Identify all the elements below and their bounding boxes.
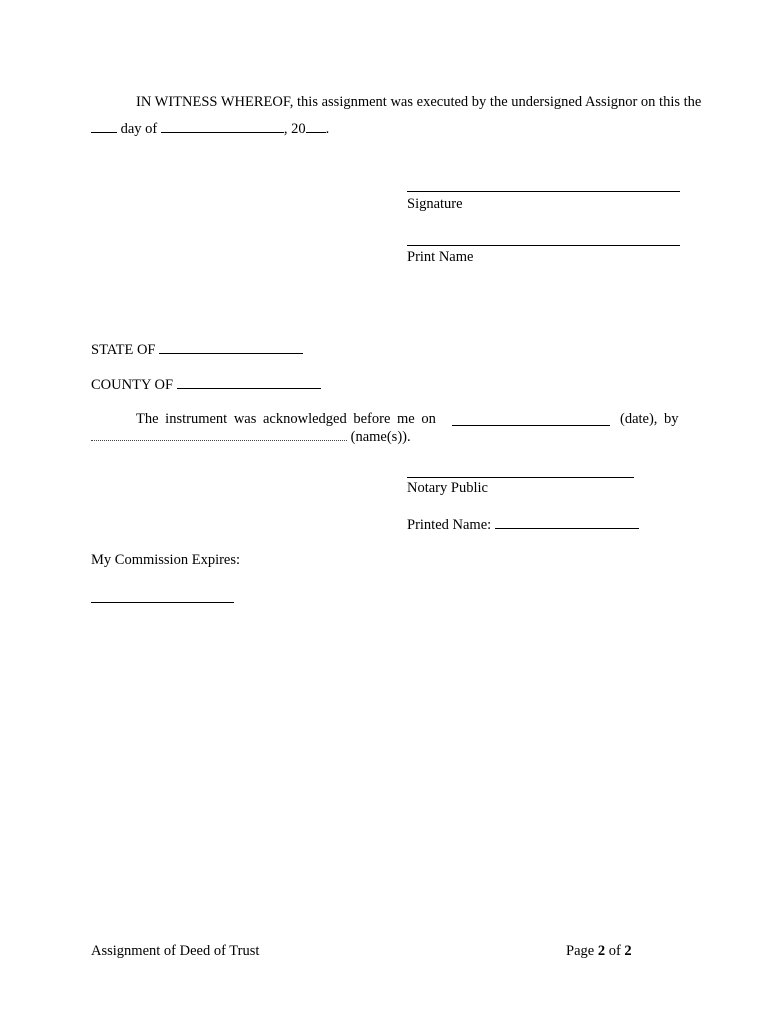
date-by-label: (date), by <box>620 411 679 427</box>
commission-expires-label: My Commission Expires: <box>91 552 241 568</box>
year-suffix: . <box>325 121 330 137</box>
printed-name-label: Printed Name: <box>407 517 492 533</box>
page-of: of <box>608 943 621 959</box>
signature-label: Signature <box>407 196 463 212</box>
county-blank[interactable] <box>177 376 321 389</box>
month-blank[interactable] <box>161 120 284 133</box>
footer-page-number <box>566 943 632 960</box>
page-total: 2 <box>624 943 632 959</box>
signature-line[interactable] <box>407 191 680 192</box>
footer-title: Assignment of Deed of Trust <box>91 943 260 959</box>
witness-paragraph-line2 <box>91 120 329 138</box>
day-of-label: day of <box>120 121 158 137</box>
year-blank[interactable] <box>306 120 326 133</box>
county-of-row <box>91 376 321 394</box>
commission-expires-line[interactable] <box>91 602 234 603</box>
state-blank[interactable] <box>159 341 303 354</box>
printed-name-blank[interactable] <box>495 516 639 529</box>
acknowledgment-text: The instrument was acknowledged before me on <box>136 411 436 427</box>
names-blank[interactable] <box>91 428 347 441</box>
notary-public-label: Notary Public <box>407 480 488 496</box>
state-of-row <box>91 341 303 359</box>
page-current: 2 <box>597 943 606 959</box>
witness-paragraph-line1: IN WITNESS WHEREOF, this assignment was executed by the undersigned Assignor on this the <box>136 94 702 110</box>
notary-signature-line[interactable] <box>407 477 634 478</box>
page-word: Page <box>566 943 595 959</box>
names-label: (name(s)). <box>350 429 411 445</box>
print-name-label: Print Name <box>407 249 474 265</box>
year-prefix: , 20 <box>283 121 306 137</box>
state-of-label: STATE OF <box>91 342 156 358</box>
names-row <box>91 428 411 446</box>
print-name-line[interactable] <box>407 245 680 246</box>
day-blank[interactable] <box>91 120 117 133</box>
ack-date-blank[interactable] <box>452 425 610 426</box>
printed-name-row <box>407 516 639 534</box>
county-of-label: COUNTY OF <box>91 377 174 393</box>
